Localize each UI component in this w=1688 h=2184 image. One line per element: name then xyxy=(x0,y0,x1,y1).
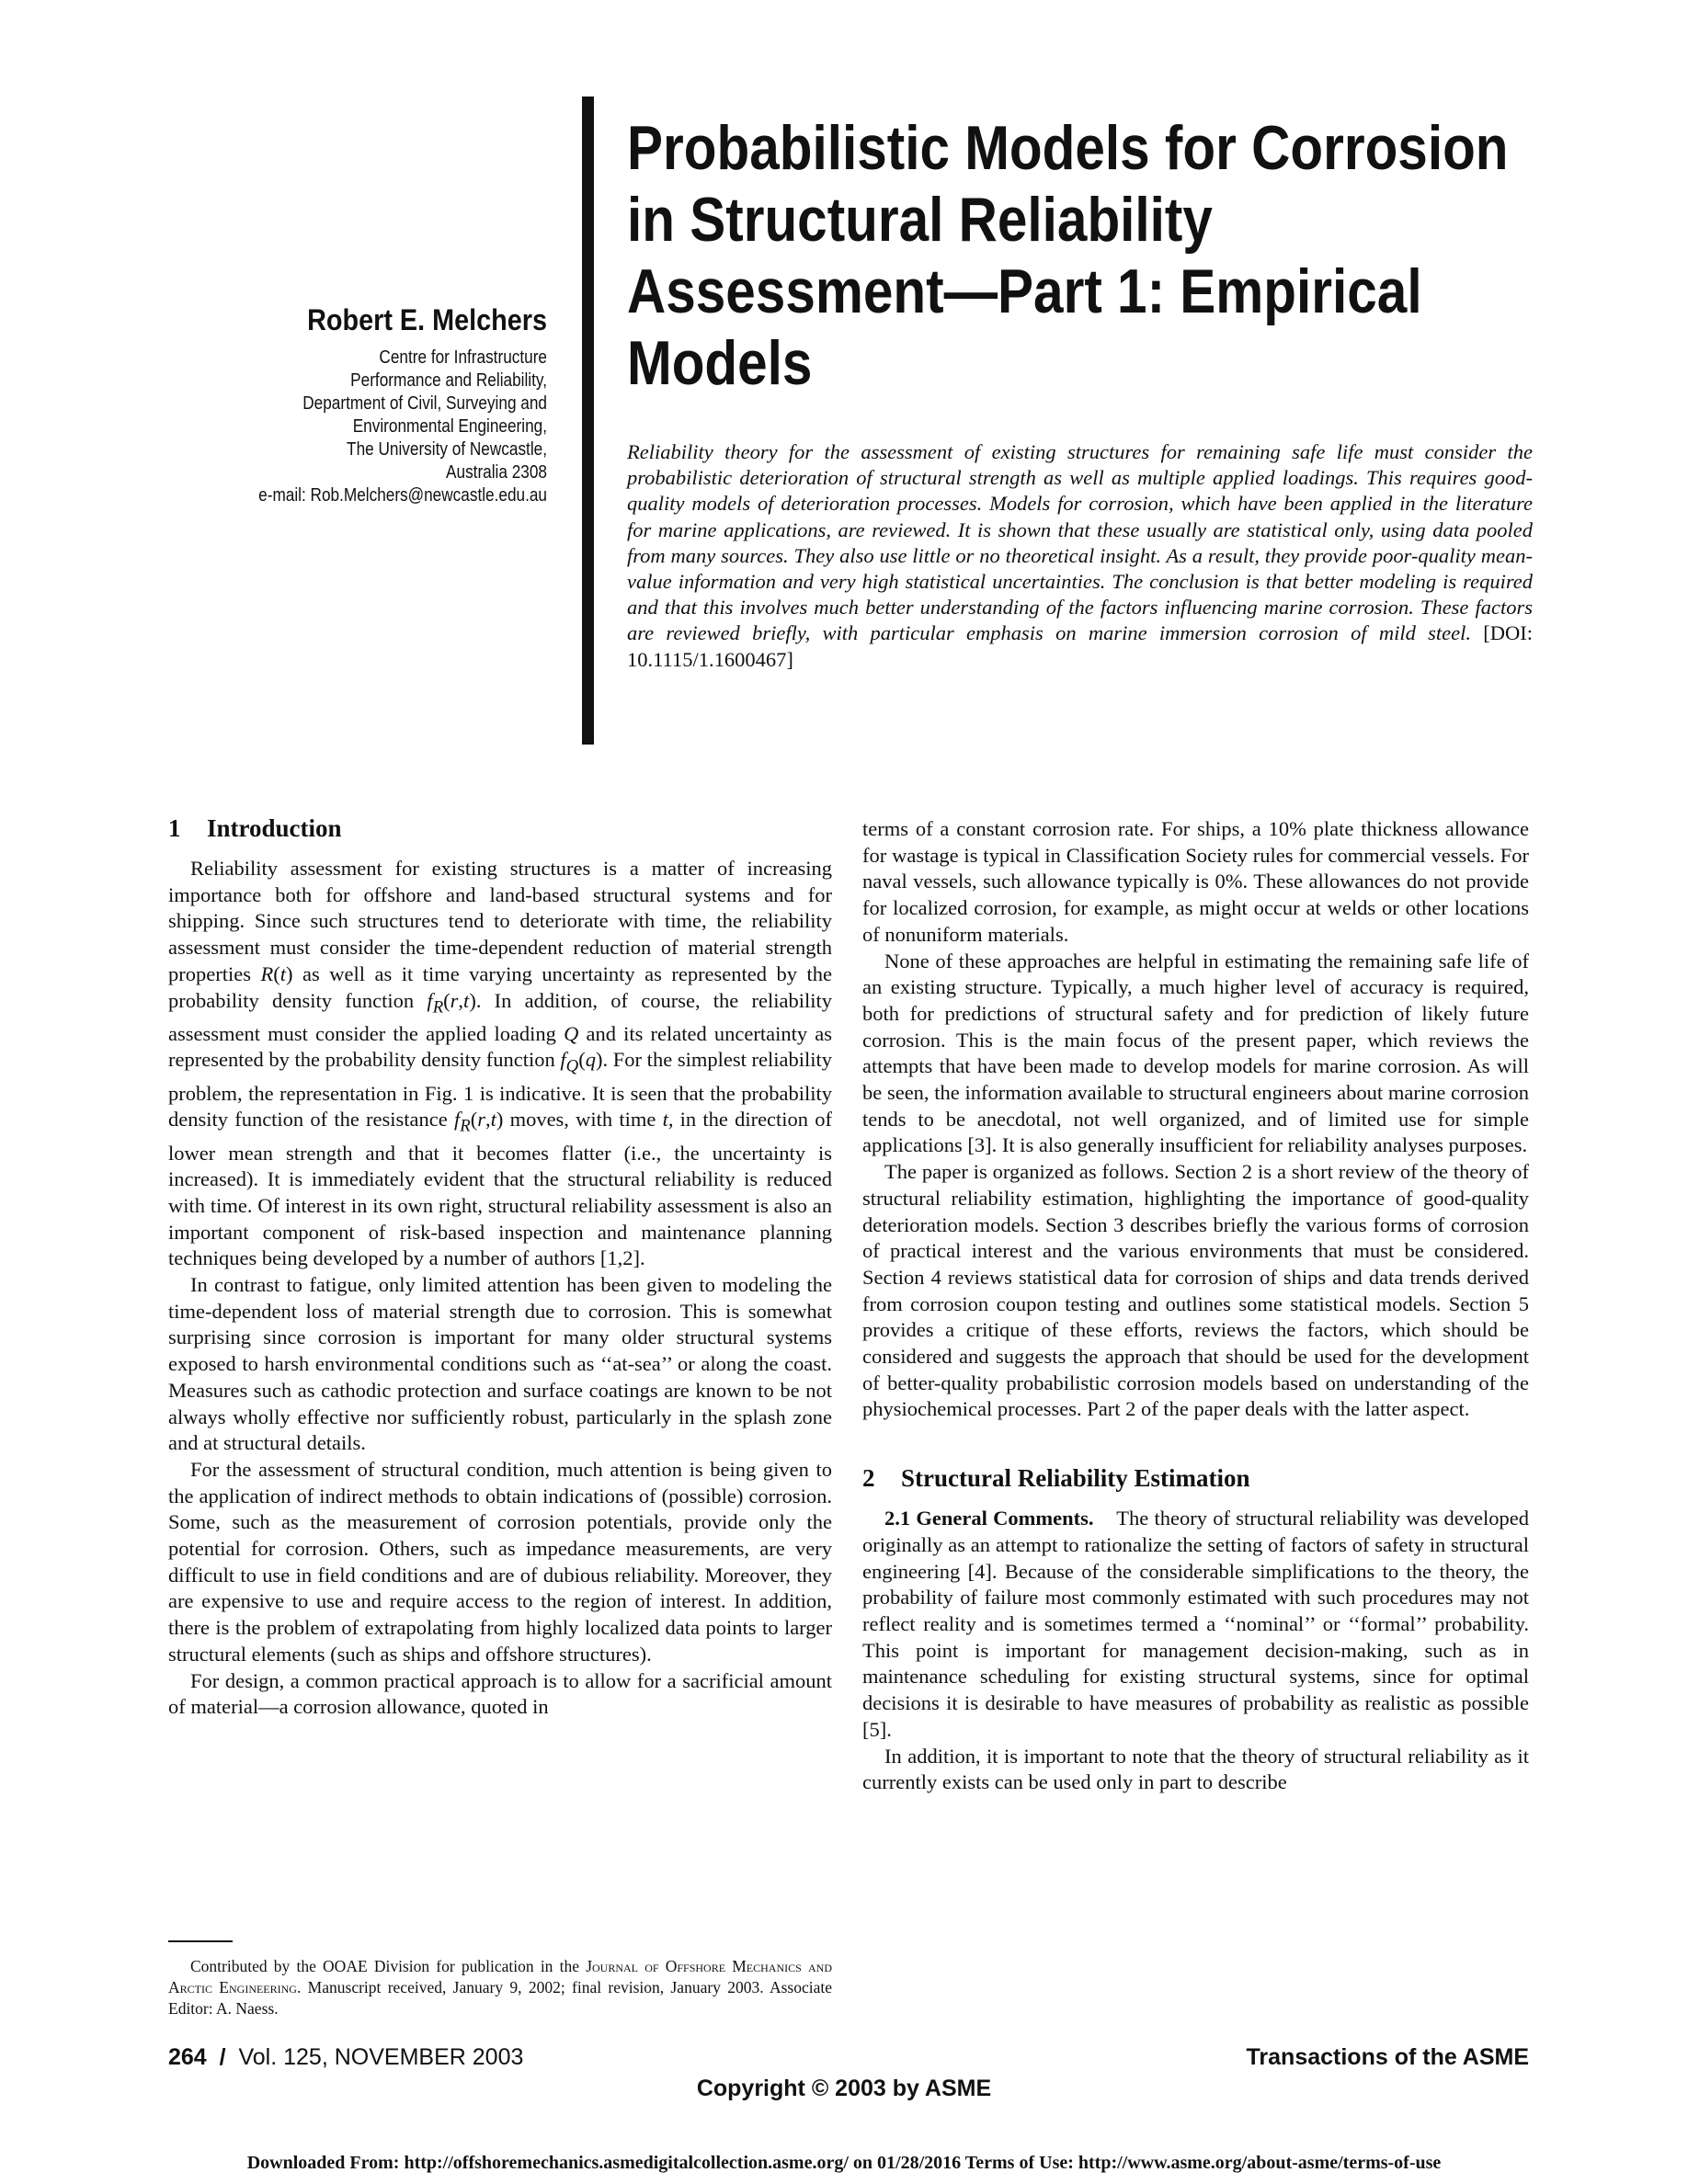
volume-info: Vol. 125, NOVEMBER 2003 xyxy=(238,2044,524,2070)
section-heading xyxy=(862,1463,1529,1493)
paper-title xyxy=(627,112,1556,399)
copyright: Copyright © 2003 by ASME xyxy=(696,2076,992,2101)
paragraph: For design, a common practical approach is to allow for a sacrificial amount of material—a corrosion allowance, quoted in xyxy=(168,1668,832,1719)
author-name: Robert E. Melchers xyxy=(307,303,547,336)
affiliation-line: Centre for Infrastructure xyxy=(379,347,547,368)
text-run: . In addition, of course, the reliability assessment must consider the applied loading xyxy=(168,988,832,1045)
subsection-heading: 2.1 General Comments. xyxy=(884,1507,1094,1530)
doi: [DOI: 10.1115/1.1600467] xyxy=(627,621,1534,671)
section-heading xyxy=(168,813,832,843)
section-title: Introduction xyxy=(207,814,342,842)
affiliation-line: The University of Newcastle, xyxy=(347,439,547,460)
footnote xyxy=(168,1956,832,2019)
paragraph: terms of a constant corrosion rate. For ships, a 10% plate thickness allowance for wastage is typical in Classification Society rules for commercial vessels. For naval vessels, such allowance typically is 0%. These allowances do not provide for localized corrosion, for example, as might occur at welds or other locations of nonuniform materials. xyxy=(862,817,1529,946)
author-email: e-mail: Rob.Melchers@newcastle.edu.au xyxy=(258,485,547,506)
affiliation-line: Department of Civil, Surveying and xyxy=(302,393,547,414)
text-run: The theory of structural reliability was developed originally as an attempt to rationalize the setting of factors of safety in structural engineering [4]. Because of the considerable simplifications to the theory, the probability of failure most commonly estimated with such procedures may not reflect reality and is sometimes termed a ‘‘nominal’’ or ‘‘formal’’ probability. This point is important for management decision-making, such as in maintenance scheduling for existing structural systems, since for optimal decisions it is desirable to have measures of probability as realistic as possible [5]. xyxy=(862,1507,1529,1741)
title-line: Models xyxy=(627,328,813,398)
title-line: Probabilistic Models for Corrosion xyxy=(627,113,1509,183)
affiliation-line: Australia 2308 xyxy=(446,462,547,483)
affiliation-line: Environmental Engineering, xyxy=(352,416,547,437)
section-number: 2 xyxy=(862,1464,875,1493)
text-run: Contributed by the OOAE Division for publication in the xyxy=(190,1957,580,1975)
text-run: , in the direction of lower mean strength and that it becomes flatter (i.e., the uncertainty is increased). It is immediately evident that the structural reliability is reduced with time. Of interest in its own right, structural reliability assessment is also an important component of risk-based inspection and maintenance planning techniques being developed by a number of authors [1,2]. xyxy=(168,1108,832,1270)
footer-separator: / xyxy=(219,2044,226,2070)
footnote-rule xyxy=(168,1940,233,1942)
journal-name: Journal of Offshore Mechanics and Arctic Engineering xyxy=(168,1957,832,1996)
paragraph: Reliability assessment for existing structures is a matter of increasing importance both for offshore and land-based structural systems and for shipping. Since such structures tend to deteriorate with time, the reliability assessment must consider the time-dependent reduction of material strength properties R(t) as well as it time varying uncertainty as represented by the probability density function $f_R(r,t)$. In addition, of course, the reliability assessment must consider the applied loading Q and its related uncertainty as represented by the probability density function $f_Q(q)$. For the simplest reliability problem, the representation in Fig. 1 is indicative. It is seen that the probability density function of the resistance $f_R(r,t)$ moves, with time t, in the direction of lower mean strength and that it becomes flatter (i.e., the uncertainty is increased). It is immediately evident that the structural reliability is reduced with time. Of interest in its own right, structural reliability assessment is also an important component of risk-based inspection and maintenance planning techniques being developed by a number of authors [1,2]. xyxy=(168,857,833,1270)
abstract xyxy=(627,439,1533,673)
text-run: moves, with time xyxy=(509,1108,656,1132)
page-number: 264 xyxy=(168,2044,207,2070)
title-line: in Structural Reliability xyxy=(627,185,1213,255)
title-bar xyxy=(582,97,594,745)
journal-footer: Transactions of the ASME xyxy=(1246,2044,1529,2070)
title-line: Assessment—Part 1: Empirical xyxy=(627,256,1422,326)
text-run: as well as it time varying uncertainty as represented by the probability density function xyxy=(168,961,833,1012)
left-column xyxy=(168,813,832,1721)
download-notice: Downloaded From: http://offshoremechanics.asmedigitalcollection.asme.org/ on 01/28/2016 Terms of Use: http://www.asme.org/about-asme/terms-of-use xyxy=(246,2153,1442,2173)
author-block xyxy=(184,303,547,507)
text-run: . For the simplest reliability problem, the representation in Fig. 1 is indicative. It is seen that the probability density function of the resistance xyxy=(168,1048,832,1132)
page-footer-left xyxy=(168,2044,523,2071)
text-run: and its related uncertainty as represented by the probability density function xyxy=(168,1021,833,1072)
text-run: . Manuscript received, January 9, 2002; final revision, January 2003. Associate Editor: A. Naess. xyxy=(168,1978,832,2018)
right-column xyxy=(862,816,1529,1796)
section-title: Structural Reliability Estimation xyxy=(901,1464,1250,1493)
affiliation-line: Performance and Reliability, xyxy=(350,370,547,391)
paragraph: In addition, it is important to note that the theory of structural reliability as it currently exists can be used only in part to describe xyxy=(862,1744,1529,1794)
paragraph: For the assessment of structural condition, much attention is being given to the application of indirect methods to obtain indications of (possible) corrosion. Some, such as the measurement of corrosion potentials, provide only the potential for corrosion. Others, such as impedance measurements, are very difficult to use in field conditions and are of dubious reliability. Moreover, they are expensive to use and require access to the region of interest. In addition, there is the problem of extrapolating from highly localized data points to larger structural elements (such as ships and offshore structures). xyxy=(168,1457,832,1666)
paragraph: None of these approaches are helpful in estimating the remaining safe life of an existing structure. Typically, a much higher level of accuracy is required, both for predictions of structural safety and for prediction of likely future corrosion. This is the main focus of the present paper, which reviews the attempts that have been made to develop models for marine corrosion. As will be seen, the information available to structural engineers about marine corrosion tends to be anecdotal, not well organized, and of limited use for simple applications [3]. It is also generally insufficient for reliability analyses purposes. xyxy=(862,949,1529,1157)
section-number: 1 xyxy=(168,814,181,842)
paragraph: In contrast to fatigue, only limited attention has been given to modeling the time-dependent loss of material strength due to corrosion. This is somewhat surprising since corrosion is important for many older structural systems exposed to harsh environmental conditions such as ‘‘at-sea’’ or along the coast. Measures such as cathodic protection and surface coatings are known to be not always wholly effective nor sufficiently robust, particularly in the splash zone and at structural details. xyxy=(168,1273,832,1455)
text-run: Reliability assessment for existing structures is a matter of increasing importance both for offshore and land-based structural systems and for shipping. Since such structures tend to deteriorate with time, the reliability assessment must consider the time-dependent reduction of material strength properties xyxy=(168,857,832,985)
paragraph: The paper is organized as follows. Section 2 is a short review of the theory of structural reliability estimation, highlighting the importance of good-quality deterioration models. Section 3 describes briefly the various forms of corrosion of practical interest and the various environments that must be considered. Section 4 reviews statistical data for corrosion of ships and data trends derived from corrosion coupon testing and outlines some statistical models. Section 5 provides a critique of these efforts, reviews the factors, which should be considered and suggests the approach that should be used for the development of better-quality probabilistic corrosion models based on understanding of the physiochemical processes. Part 2 of the paper deals with the latter aspect. xyxy=(862,1160,1529,1421)
abstract-text: Reliability theory for the assessment of existing structures for remaining safe life must consider the probabilistic deterioration of structural strength as well as multiple applied loadings. This requires good-quality models of deterioration processes. Models for corrosion, which have been applied in the literature for marine applications, are reviewed. It is shown that these usually are statistical only, using data pooled from many sources. They also use little or no theoretical insight. As a result, they provide poor-quality mean-value information and very high statistical uncertainties. The conclusion is that better modeling is required and that this involves much better understanding of the factors influencing marine corrosion. These factors are reviewed briefly, with particular emphasis on marine immersion corrosion of mild steel. xyxy=(627,440,1533,645)
paragraph xyxy=(862,1506,1529,1743)
